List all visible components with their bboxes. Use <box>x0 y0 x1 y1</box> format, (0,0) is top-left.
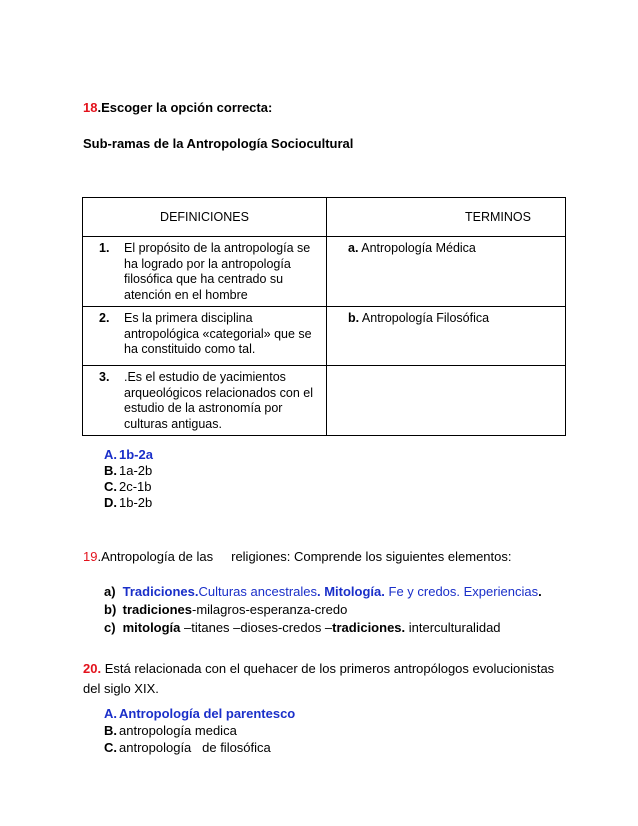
term-text: Antropología Filosófica <box>361 311 490 325</box>
q19-option-a[interactable]: a) Tradiciones.Culturas ancestrales. Mitología. Fe y credos. Experiencias. <box>104 584 542 599</box>
q18-option-b[interactable]: B. 1a-2b <box>104 463 153 478</box>
q18-instruction: .Escoger la opción correcta: <box>97 100 273 115</box>
q20-option-c[interactable]: C. antropología de filosófica <box>104 740 271 755</box>
q18-number: 18 <box>83 100 98 115</box>
header-definiciones: DEFINICIONES <box>83 198 327 237</box>
q20-number: 20. <box>83 661 102 676</box>
q18-subtitle: Sub-ramas de la Antropología Sociocultural <box>83 136 354 151</box>
row-number: 3. <box>99 370 110 384</box>
q19-prompt: 19.Antropología de las religiones: Comprende los siguientes elementos: <box>83 549 512 564</box>
q19-option-b[interactable]: b) tradiciones-milagros-esperanza-credo <box>104 602 348 617</box>
q19-number: 19 <box>83 549 98 564</box>
header-terminos: TERMINOS <box>327 198 566 237</box>
row-number: 1. <box>99 241 110 255</box>
table-row <box>83 237 566 307</box>
table-header-row <box>83 198 566 237</box>
term-key: a. <box>348 241 359 255</box>
term-key: b. <box>348 311 360 325</box>
row-definition: .Es el estudio de yacimientos arqueológicos relacionados con el estudio de la astronomía por culturas antiguas. <box>124 370 314 431</box>
q20-option-b[interactable]: B. antropología medica <box>104 723 237 738</box>
q19-option-c[interactable]: c) mitología –titanes –dioses-credos –tradiciones. interculturalidad <box>104 620 501 635</box>
table-row <box>83 307 566 366</box>
q20-prompt-line1: 20. Está relacionada con el quehacer de los primeros antropólogos evolucionistas <box>83 661 555 676</box>
q18-option-c[interactable]: C. 2c-1b <box>104 479 152 494</box>
q20-prompt-line2: del siglo XIX. <box>83 681 159 696</box>
q18-table <box>82 197 566 436</box>
row-definition: El propósito de la antropología se ha logrado por la antropología filosófica que ha centrado su atención en el hombre <box>124 241 311 302</box>
row-number: 2. <box>99 311 110 325</box>
q18-option-a[interactable]: A. 1b-2a <box>104 447 153 462</box>
q20-option-a[interactable]: A. Antropología del parentesco <box>104 706 296 721</box>
table-row <box>83 366 566 436</box>
row-definition: Es la primera disciplina antropológica «categorial» que se ha constituido como tal. <box>124 311 312 356</box>
q18-option-d[interactable]: D. 1b-2b <box>104 495 153 510</box>
q18-heading <box>83 100 272 115</box>
term-text: Antropología Médica <box>361 241 476 255</box>
